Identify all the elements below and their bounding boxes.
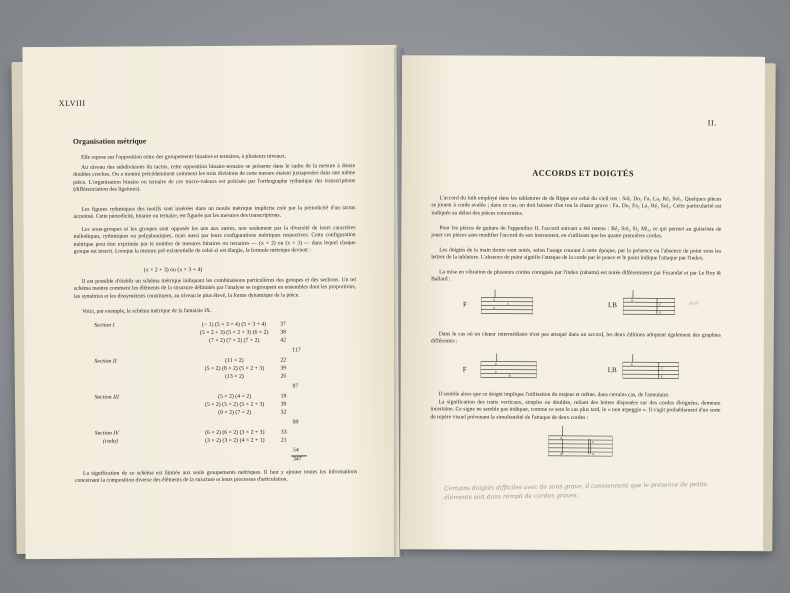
metric-scheme: [94, 321, 334, 463]
scheme-grand-total: 347: [292, 456, 302, 463]
scheme-group: (5 × 2) (8 × 2) (5 × 2 + 3): [204, 365, 265, 373]
tablature-example: [623, 352, 679, 384]
tablature-example: [481, 288, 595, 456]
scheme-number: 39: [280, 365, 287, 372]
scheme-group: (9 × 2) (7 × 2): [218, 409, 252, 416]
tab-label-leroy-ballard: LB: [607, 366, 617, 375]
svg-text:a: a: [630, 361, 633, 367]
scheme-section-total: 117: [292, 347, 301, 354]
scheme-section-label: Section III: [94, 394, 119, 401]
svg-text:c: c: [592, 439, 595, 445]
scheme-section-label: Section I: [94, 322, 115, 329]
right-folio: II.: [707, 118, 717, 128]
svg-text:c: c: [660, 365, 663, 371]
scheme-group: (11 × 2): [225, 357, 244, 364]
scheme-group: (3 × 2) (3 × 2) (4 × 2 + 1): [205, 437, 265, 445]
svg-text:a: [560, 451, 562, 456]
scheme-group: (− 1) (5 × 3 + 4) (5 × 3 + 4): [202, 321, 267, 329]
paragraph: La mise en vibration de plusieurs cordes contiguës par l'index (rabattu) est notée différemment par Fezandat et par Le Roy & Ballard :: [431, 269, 722, 283]
paragraph: Voici, par exemple, le schéma métrique de la fantaisie IX.: [82, 307, 212, 315]
scheme-section-total: 87: [292, 383, 299, 390]
svg-text:a: a: [658, 309, 661, 315]
paragraph: La signification des traits verticaux, simples ou doubles, reliant des lettres disposées sur des cordes éloignées, demeure incertaine. Ce signe ne semble pas indiquer, comme ce sera le cas plus tard, le « non arpeggio ». Il s'agit probablement d'un sorte de repère visuel prévenant la simultanéité de l'attaque de deux cordes :: [430, 399, 721, 421]
scheme-number: 26: [280, 373, 287, 380]
svg-text:a: a: [494, 360, 497, 366]
scheme-number: 38: [280, 329, 287, 336]
scheme-coda-label: (coda): [102, 438, 119, 445]
tab-label-leroy-ballard: LB: [607, 301, 617, 310]
scheme-number: 21: [280, 437, 287, 444]
paragraph: Les doigtés de la main droite sont notés, selon l'usage courant à cette époque, par la présence ou l'absence de point sous les lettres de la tablature. L'absence de point signifie l'attaque de la corde par le pouce et le point indique l'attaque par l'index.: [431, 247, 722, 262]
scheme-group: (6 × 2) (6 × 2) (3 × 2 + 3): [205, 429, 265, 437]
scheme-section-total: 89: [292, 419, 299, 426]
scheme-group: (7 × 2) (7 × 2) (7 × 2): [209, 337, 260, 345]
tab-label-fezandat: F: [462, 365, 467, 374]
scheme-group: (13 × 2): [225, 373, 244, 380]
scheme-number: 32: [280, 409, 287, 416]
paragraph: Il semble alors que ce doigté implique l'utilisation du majeur et même, dans certains cas, de l'annulaire.: [438, 391, 670, 399]
paragraph: L'accord du luth employé dans les tablatures de de Rippe est celui du vieil ton : Sol₁ Do₂ Fa₂ La₂ Ré₃ Sol₃. Quelques pièces se jouent à corde avalée ; dans ce cas, on doit baisser d'un ton le chœur grave : Fa₁ Do₂ Fa₂ La₂ Ré₃ Sol₃. Cette particularité est indiquée au début des pièces concernées.: [431, 195, 722, 217]
scheme-number: 22: [280, 357, 287, 364]
pencil-annotation: doit: [688, 300, 699, 307]
svg-text:a: a: [592, 451, 595, 457]
scheme-number: 42: [280, 337, 287, 344]
scheme-number: 33: [280, 429, 287, 436]
scheme-group: (5 × 2) (4 × 2): [217, 393, 252, 400]
paragraph: Dans le cas où un chœur intermédiaire n'est pas attaqué dans un accord, les deux éditions adoptent également des graphies différentes :: [430, 331, 721, 345]
scheme-section-label: Section IV: [94, 430, 119, 437]
metric-formula: (x × 2 + 3) ou (x × 3 + 4): [143, 267, 203, 274]
paragraph: Elle repose sur l'opposition entre des groupements binaires et ternaires, à plusieurs niveaux.: [81, 153, 287, 161]
tablature-example: [481, 352, 537, 384]
handwritten-note: Certains doigtés difficiles avec de sons grave, il conviennent que le présence de petits éléments soit dans rempli de cordes graves.: [444, 480, 707, 502]
paragraph: Pour les pièces de guitare de l'appendice II, l'accord suivant a été retenu : Ré₂ Sol₂ Si₂ Mi₃, ce qui permet au guitariste de jouer ces pièces sans modifier l'accord de son instrument, en s'utilisant que les quatre premières cordes.: [431, 225, 722, 240]
scheme-group: (5 × 2 + 3) (5 × 2 + 3) (6 × 2): [199, 329, 269, 337]
left-page: [22, 45, 399, 559]
svg-text:a: [560, 435, 562, 440]
paragraph: Il est possible d'établir un schéma métrique indiquant les combinaisons particulières des groupes et des sections. Un tel schéma montre comment les éléments de la structure délimités par l'analyse se regroupent en ensembles dont les proportions, les symétries et les dissymétries constituent, au niveau le plus élevé, la forme dynamique de la pièce.: [73, 277, 356, 300]
svg-text:c: [592, 439, 594, 444]
scheme-section-total: 54: [292, 447, 299, 454]
svg-text:a: a: [660, 373, 663, 379]
paragraph: Au niveau des subdivisions du tactus, cette opposition binaire-ternaire se présente dans le cadre de la mesure à douze doubles croches. On a montré précédemment comment les trois divisions de cette mesure étaient juxtaposées dans une même pièce. L'organisation binaire ou ternaire de ces micro-valeurs est précisée par l'orthographe rythmique des transcriptions (différenciation des ligatures).: [73, 163, 356, 194]
scheme-number: 37: [280, 321, 286, 328]
left-folio: XLVIII: [58, 98, 86, 108]
section-heading: Organisation métrique: [72, 136, 147, 146]
scheme-number: 39: [280, 401, 287, 408]
chapter-title: ACCORDS ET DOIGTÉS: [532, 167, 634, 179]
svg-text:c: c: [658, 301, 661, 307]
svg-text:a: [592, 451, 594, 456]
svg-text:a: a: [494, 368, 497, 374]
scheme-group: (5 × 2) (5 × 2) (5 × 2 + 3): [204, 401, 265, 409]
svg-text:a: a: [560, 450, 563, 456]
svg-text:a: a: [560, 434, 563, 440]
closing-paragraph: La signification de ce schéma est limitée aux seuls groupements métriques. Il faut y ajouter toutes les informations concernant la composition diverse des éléments de la structure et leurs processus d'articulation.: [75, 469, 358, 485]
right-page: [400, 55, 765, 551]
tablature-example: [548, 424, 612, 462]
svg-text:b: b: [508, 372, 511, 378]
scheme-section-label: Section II: [94, 358, 117, 365]
tab-label-fezandat: F: [462, 300, 467, 309]
paragraph: Les figures rythmiques des motifs sont insérées dans un moule métrique implicite créé par la périodicité d'un tactus accentué. Cette périodicité, binaire ou ternaire, est figurée par les mesures des transcriptions.: [73, 205, 356, 221]
paragraph: Les sous-groupes et les groupes sont opposés les uns aux autres, non seulement par la diversité de leurs caractères mélodiques, rythmiques ou polyphoniques, mais aussi par leurs configurations métriques respectives. Cette configuration métrique peut être exprimée par le nombre de mesures binaires ou ternaires — (x × 2) ou (x × 3) — dans lequel chaque groupe est inscrit. Lorsque la mesure pré-existentielle de celui-ci est élargie, la formule métrique devient :: [73, 225, 356, 256]
scheme-number: 18: [280, 393, 287, 400]
